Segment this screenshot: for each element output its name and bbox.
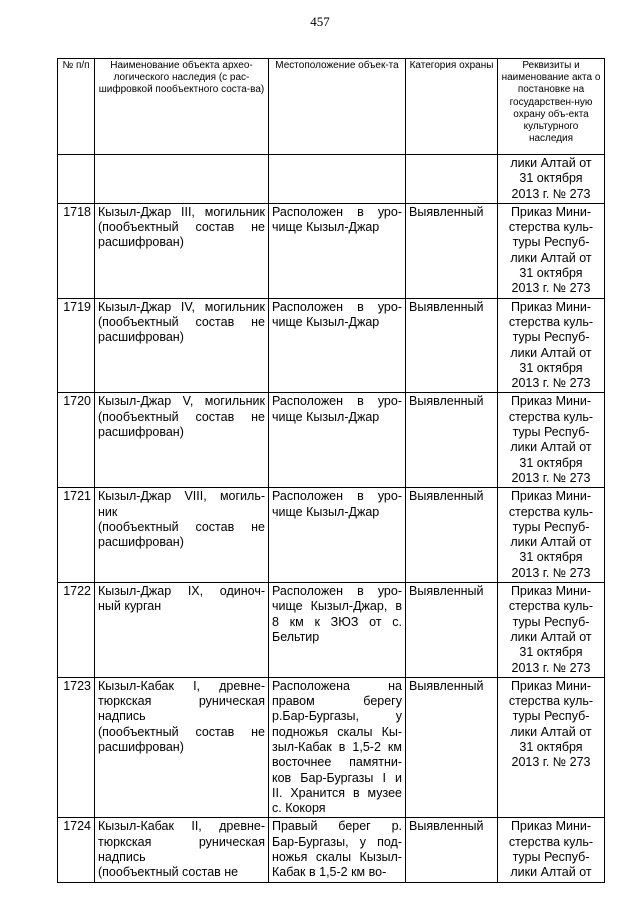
requisites-line: туры Респуб- bbox=[512, 614, 590, 629]
table-row bbox=[58, 298, 605, 393]
object-name-cell bbox=[95, 583, 269, 678]
object-name-line: расшифрован) bbox=[98, 235, 184, 250]
location-line: правом берегу bbox=[272, 694, 402, 709]
requisites-line: лики Алтай от bbox=[510, 345, 592, 360]
requisites-line: лики Алтай от bbox=[510, 865, 592, 880]
requisites-cell bbox=[498, 155, 605, 204]
object-name-cell bbox=[95, 393, 269, 488]
requisites-line: 31 октября bbox=[519, 266, 583, 281]
location-line: Расположен в уро- bbox=[272, 584, 402, 599]
protection-category-cell: Выявленный bbox=[406, 393, 498, 488]
object-name-cell bbox=[95, 818, 269, 882]
requisites-line: стерства куль- bbox=[508, 834, 594, 849]
object-name-line: расшифрован) bbox=[98, 535, 184, 550]
requisites-line: туры Респуб- bbox=[512, 235, 590, 250]
requisites-line: 2013 г. № 273 bbox=[511, 470, 591, 485]
protection-category-cell bbox=[406, 155, 498, 204]
requisites-cell bbox=[498, 203, 605, 298]
location-line: Правый берег р. bbox=[272, 819, 402, 834]
requisites-cell bbox=[498, 818, 605, 882]
object-name-cell bbox=[95, 677, 269, 818]
requisites-line: 31 октября bbox=[519, 645, 583, 660]
requisites-line: туры Респуб- bbox=[512, 519, 590, 534]
object-name-line: (пообъектный состав не bbox=[98, 220, 265, 235]
requisites-line: 31 октября bbox=[519, 171, 583, 186]
requisites-cell bbox=[498, 488, 605, 583]
protection-category-cell: Выявленный bbox=[406, 818, 498, 882]
table-header-row bbox=[58, 59, 605, 155]
requisites-line: туры Респуб- bbox=[512, 330, 590, 345]
header-category: Категория охраны bbox=[406, 59, 498, 155]
object-name-cell bbox=[95, 488, 269, 583]
requisites-line: стерства куль- bbox=[508, 314, 594, 329]
protection-category-cell: Выявленный bbox=[406, 583, 498, 678]
requisites-line: стерства куль- bbox=[508, 599, 594, 614]
row-number: 1723 bbox=[58, 677, 95, 818]
location-cell bbox=[269, 393, 406, 488]
requisites-line: 2013 г. № 273 bbox=[511, 376, 591, 391]
requisites-line: Приказ Мини- bbox=[510, 584, 592, 599]
location-line: чище Кызыл-Джар bbox=[272, 220, 380, 235]
location-line: Бар-Бургазы, у под- bbox=[272, 834, 402, 849]
object-name-line: тюркская руническая bbox=[98, 694, 265, 709]
table-row bbox=[58, 155, 605, 204]
location-line: Кабак в 1,5-2 км во- bbox=[272, 865, 387, 880]
table-body bbox=[58, 155, 605, 883]
object-name-line: (пообъектный состав не bbox=[98, 865, 239, 880]
protection-category-cell: Выявленный bbox=[406, 488, 498, 583]
object-name-line: ный курган bbox=[98, 599, 162, 614]
object-name-line: Кызыл-Джар IX, одиноч- bbox=[98, 584, 265, 599]
table-row bbox=[58, 818, 605, 882]
table-row bbox=[58, 203, 605, 298]
table-row bbox=[58, 677, 605, 818]
page-number: 457 bbox=[310, 14, 330, 29]
location-line: Расположен в уро- bbox=[272, 299, 402, 314]
protection-category-cell: Выявленный bbox=[406, 677, 498, 818]
location-cell bbox=[269, 818, 406, 882]
requisites-line: Приказ Мини- bbox=[510, 819, 592, 834]
object-name-line: надпись bbox=[98, 709, 146, 724]
location-cell bbox=[269, 583, 406, 678]
requisites-line: лики Алтай от bbox=[510, 535, 592, 550]
location-line: II. Хранится в музее bbox=[272, 785, 402, 800]
object-name-line: Кызыл-Кабак II, древне- bbox=[98, 819, 265, 834]
protection-category-cell: Выявленный bbox=[406, 203, 498, 298]
object-name-line: (пообъектный состав не bbox=[98, 409, 265, 424]
location-cell bbox=[269, 677, 406, 818]
requisites-line: 2013 г. № 273 bbox=[511, 186, 591, 201]
object-name-line: Кызыл-Джар III, могильник bbox=[98, 204, 265, 219]
requisites-cell bbox=[498, 298, 605, 393]
requisites-line: стерства куль- bbox=[508, 694, 594, 709]
object-name-cell bbox=[95, 155, 269, 204]
object-name-line: (пообъектный состав не bbox=[98, 724, 265, 739]
object-name-line: Кызыл-Джар VIII, могиль- bbox=[98, 489, 265, 504]
requisites-line: туры Респуб- bbox=[512, 709, 590, 724]
requisites-line: 31 октября bbox=[519, 550, 583, 565]
location-line: Расположен в уро- bbox=[272, 394, 402, 409]
row-number: 1722 bbox=[58, 583, 95, 678]
object-name-cell bbox=[95, 298, 269, 393]
object-name-line: надпись bbox=[98, 850, 146, 865]
location-line: чище Кызыл-Джар bbox=[272, 409, 380, 424]
location-line: Расположен в уро- bbox=[272, 204, 402, 219]
requisites-line: 31 октября bbox=[519, 739, 583, 754]
requisites-line: лики Алтай от bbox=[510, 724, 592, 739]
requisites-line: туры Респуб- bbox=[512, 850, 590, 865]
header-num: № п/п bbox=[58, 59, 95, 155]
object-name-line: (пообъектный состав не bbox=[98, 519, 265, 534]
header-location: Местоположение объек-та bbox=[269, 59, 406, 155]
object-name-line: ник bbox=[98, 504, 118, 519]
protection-category-cell: Выявленный bbox=[406, 298, 498, 393]
location-line: чище Кызыл-Джар bbox=[272, 314, 380, 329]
location-line: зыл-Кабак в 1,5-2 км bbox=[272, 739, 402, 754]
requisites-line: 2013 г. № 273 bbox=[511, 755, 591, 770]
object-name-line: расшифрован) bbox=[98, 739, 184, 754]
table-row bbox=[58, 488, 605, 583]
row-number: 1718 bbox=[58, 203, 95, 298]
table-row bbox=[58, 583, 605, 678]
requisites-line: лики Алтай от bbox=[510, 250, 592, 265]
location-cell bbox=[269, 155, 406, 204]
row-number bbox=[58, 155, 95, 204]
row-number: 1720 bbox=[58, 393, 95, 488]
object-name-line: Кызыл-Джар IV, могильник bbox=[98, 299, 265, 314]
object-name-line: (пообъектный состав не bbox=[98, 314, 265, 329]
requisites-cell bbox=[498, 677, 605, 818]
requisites-line: Приказ Мини- bbox=[510, 678, 592, 693]
requisites-line: лики Алтай от bbox=[510, 440, 592, 455]
location-line: с. Кокоря bbox=[272, 801, 326, 816]
requisites-line: стерства куль- bbox=[508, 220, 594, 235]
location-cell bbox=[269, 203, 406, 298]
location-cell bbox=[269, 488, 406, 583]
object-name-cell bbox=[95, 203, 269, 298]
location-line: р.Бар-Бургазы, у bbox=[272, 709, 402, 724]
location-line: восточнее памятни- bbox=[272, 755, 402, 770]
requisites-line: Приказ Мини- bbox=[510, 394, 592, 409]
location-line: чище Кызыл-Джар, в bbox=[272, 599, 402, 614]
location-line: ков Бар-Бургазы I и bbox=[272, 770, 402, 785]
requisites-line: 2013 г. № 273 bbox=[511, 660, 591, 675]
requisites-line: лики Алтай от bbox=[510, 629, 592, 644]
header-name: Наименование объекта архео-логического наследия (с рас-шифровкой пообъектного соста-ва) bbox=[95, 59, 269, 155]
requisites-line: стерства куль- bbox=[508, 504, 594, 519]
location-line: Расположена на bbox=[272, 678, 402, 693]
object-name-line: Кызыл-Кабак I, древне- bbox=[98, 678, 265, 693]
row-number: 1719 bbox=[58, 298, 95, 393]
location-line: чище Кызыл-Джар bbox=[272, 504, 380, 519]
requisites-line: Приказ Мини- bbox=[510, 299, 592, 314]
requisites-line: лики Алтай от bbox=[510, 156, 592, 170]
requisites-cell bbox=[498, 583, 605, 678]
location-line: 8 км к ЗЮЗ от с. bbox=[272, 614, 402, 629]
object-name-line: тюркская руническая bbox=[98, 834, 265, 849]
row-number: 1724 bbox=[58, 818, 95, 882]
requisites-line: 31 октября bbox=[519, 360, 583, 375]
row-number: 1721 bbox=[58, 488, 95, 583]
location-line: Бельтир bbox=[272, 629, 320, 644]
requisites-line: туры Респуб- bbox=[512, 425, 590, 440]
header-requisites: Реквизиты и наименование акта о постановке на государствен-ную охрану объ-екта культурного наследия bbox=[498, 59, 605, 155]
requisites-line: 2013 г. № 273 bbox=[511, 565, 591, 580]
requisites-line: Приказ Мини- bbox=[510, 204, 592, 219]
location-line: подножья скалы Кы- bbox=[272, 724, 402, 739]
location-cell bbox=[269, 298, 406, 393]
requisites-line: Приказ Мини- bbox=[510, 489, 592, 504]
heritage-registry-table bbox=[57, 58, 605, 883]
location-line: ножья скалы Кызыл- bbox=[272, 850, 402, 865]
requisites-line: стерства куль- bbox=[508, 409, 594, 424]
table-row bbox=[58, 393, 605, 488]
requisites-line: 31 октября bbox=[519, 455, 583, 470]
object-name-line: расшифрован) bbox=[98, 330, 184, 345]
requisites-line: 2013 г. № 273 bbox=[511, 281, 591, 296]
location-line: Расположен в уро- bbox=[272, 489, 402, 504]
object-name-line: Кызыл-Джар V, могильник bbox=[98, 394, 265, 409]
object-name-line: расшифрован) bbox=[98, 425, 184, 440]
requisites-cell bbox=[498, 393, 605, 488]
